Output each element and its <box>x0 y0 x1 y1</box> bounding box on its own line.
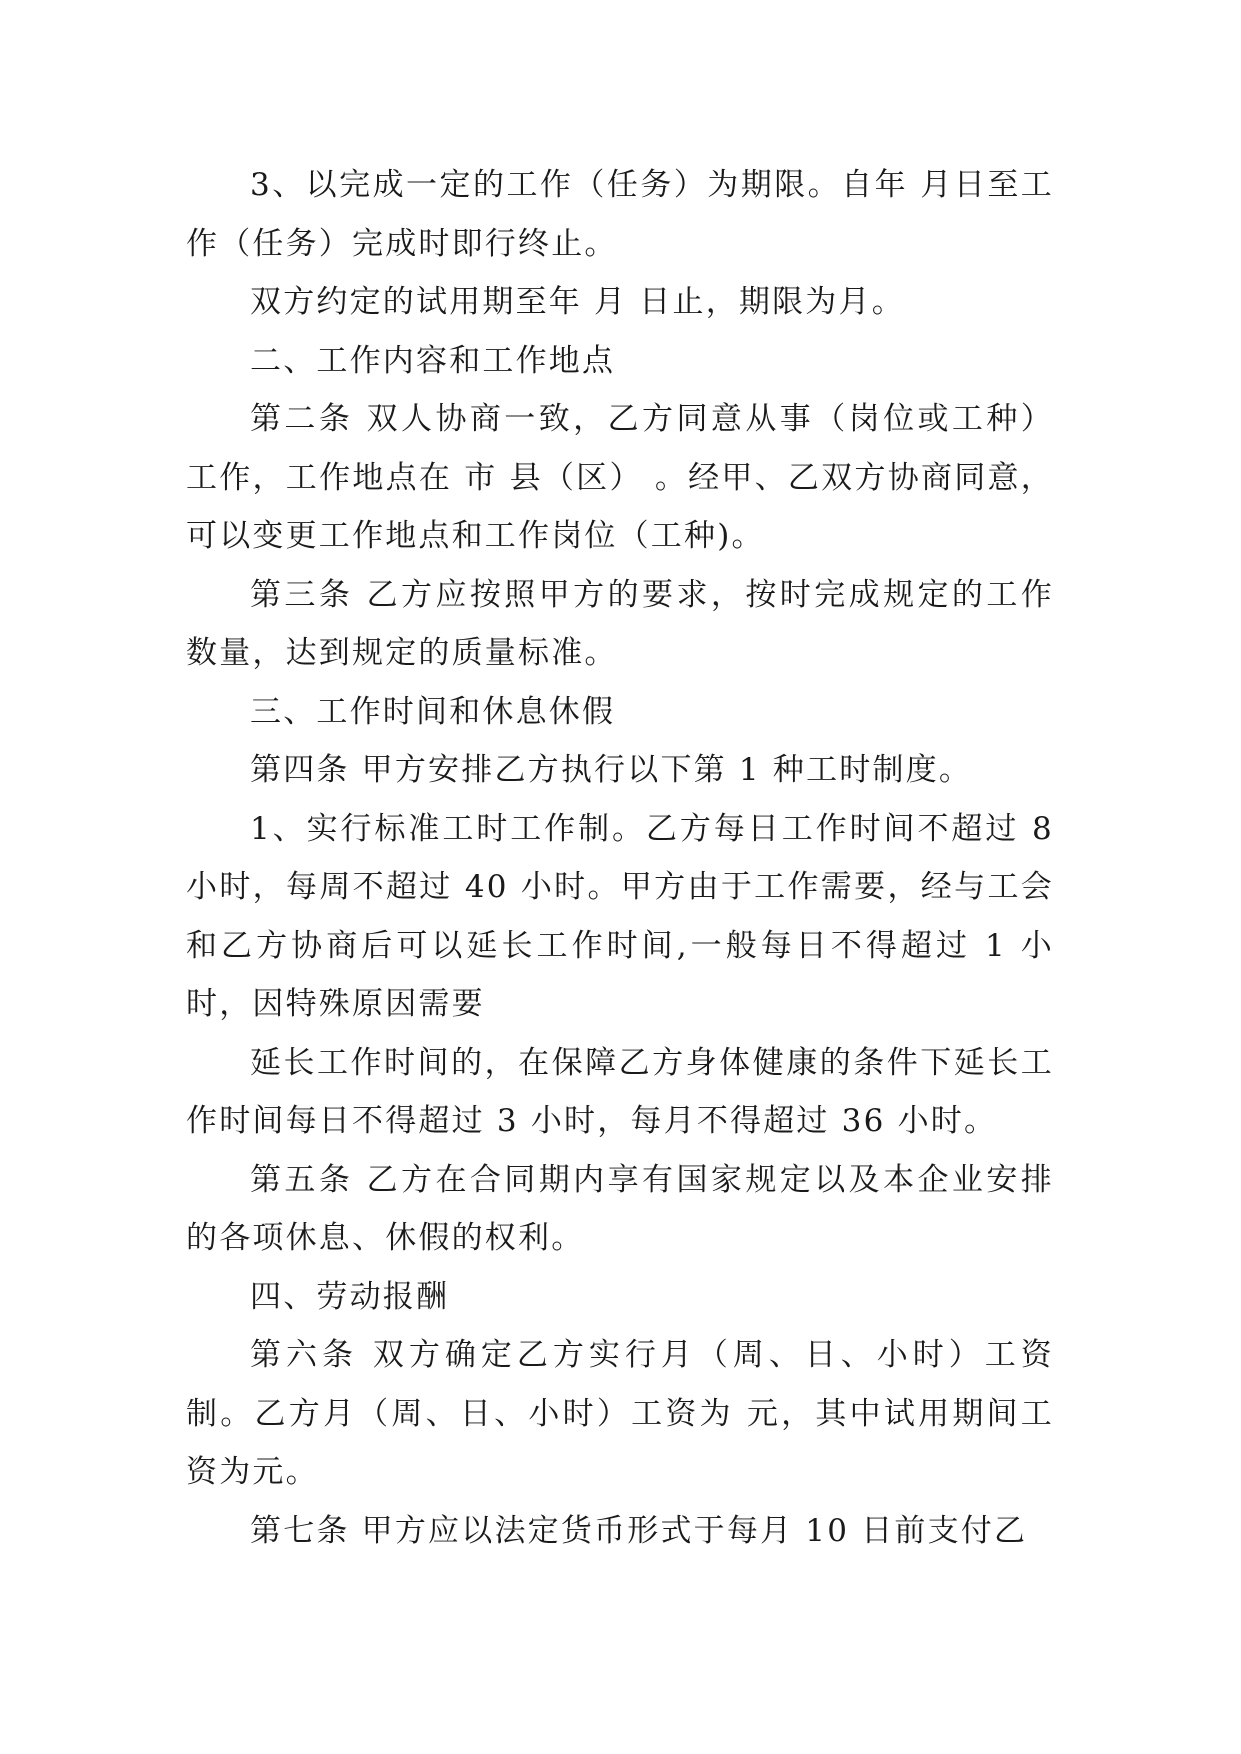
paragraph-overtime-limit: 延长工作时间的，在保障乙方身体健康的条件下延长工作时间每日不得超过 3 小时，每月不得超过 36 小时。 <box>186 1044 1054 1139</box>
section-heading-work-content: 二、工作内容和工作地点 <box>250 342 616 379</box>
document-body <box>186 156 1054 1560</box>
paragraph-article-5: 第五条 乙方在合同期内享有国家规定以及本企业安排的各项休息、休假的权利。 <box>186 1161 1054 1256</box>
paragraph-article-3: 第三条 乙方应按照甲方的要求，按时完成规定的工作数量，达到规定的质量标准。 <box>186 576 1054 671</box>
paragraph-article-7: 第七条 甲方应以法定货币形式于每月 10 日前支付乙 <box>250 1512 1028 1549</box>
paragraph-standard-hours: 1、实行标准工时工作制。乙方每日工作时间不超过 8 小时，每周不超过 40 小时。甲方由于工作需要，经与工会和乙方协商后可以延长工作时间,一般每日不得超过 1 小时，因特殊原因需要 <box>186 810 1054 1022</box>
paragraph-probation-period: 双方约定的试用期至年 月 日止，期限为月。 <box>250 284 905 320</box>
paragraph-term-type-3: 3、以完成一定的工作（任务）为期限。自年 月日至工作（任务）完成时即行终止。 <box>186 167 1054 262</box>
paragraph-article-4: 第四条 甲方安排乙方执行以下第 1 种工时制度。 <box>250 752 973 788</box>
paragraph-article-6: 第六条 双方确定乙方实行月（周、日、小时）工资制。乙方月（周、日、小时）工资为 元，其中试用期间工资为元。 <box>186 1337 1054 1490</box>
paragraph-article-2: 第二条 双人协商一致，乙方同意从事（岗位或工种）工作，工作地点在 市 县（区） 。经甲、乙双方协商同意，可以变更工作地点和工作岗位（工种)。 <box>186 401 1054 554</box>
section-heading-working-hours: 三、工作时间和休息休假 <box>250 693 616 730</box>
section-heading-remuneration: 四、劳动报酬 <box>250 1278 450 1315</box>
